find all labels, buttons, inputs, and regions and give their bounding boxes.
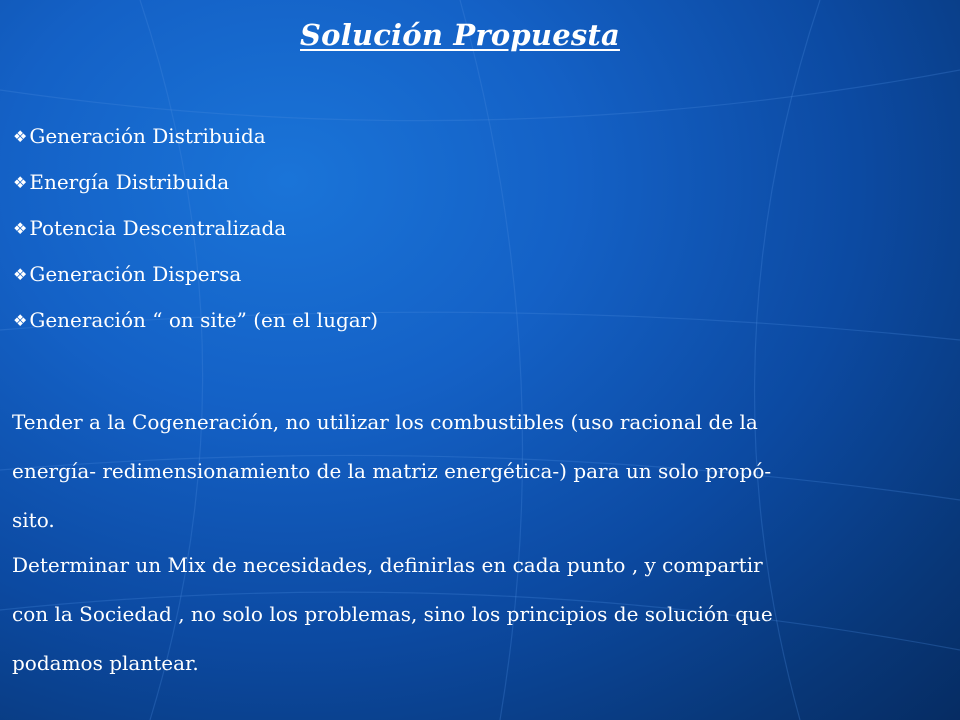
- bullet-text: Generación Dispersa: [29, 262, 242, 286]
- bullet-item: [13, 164, 378, 210]
- diamond-bullet-icon: ❖: [13, 127, 28, 146]
- diamond-bullet-icon: ❖: [13, 219, 28, 238]
- paragraph-line: Determinar un Mix de necesidades, definirlas en cada punto , y compartir: [12, 553, 763, 577]
- paragraph-line: sito.: [12, 508, 55, 532]
- diamond-bullet-icon: ❖: [13, 265, 28, 284]
- diamond-bullet-icon: ❖: [13, 173, 28, 192]
- slide-title: Solución Propuesta: [300, 18, 620, 52]
- bullet-text: Energía Distribuida: [29, 170, 230, 194]
- bullet-list: [13, 118, 378, 348]
- paragraph-line: energía- redimensionamiento de la matriz energética-) para un solo propó-: [12, 459, 772, 483]
- paragraph-line: podamos plantear.: [12, 651, 199, 675]
- bullet-item: [13, 256, 378, 302]
- paragraph-mix: [12, 541, 912, 688]
- bullet-text: Potencia Descentralizada: [29, 216, 287, 240]
- paragraph-line: Tender a la Cogeneración, no utilizar los combustibles (uso racional de la: [12, 410, 758, 434]
- bullet-item: [13, 302, 378, 348]
- bullet-text: Generación Distribuida: [29, 124, 266, 148]
- paragraph-line: con la Sociedad , no solo los problemas, sino los principios de solución que: [12, 602, 773, 626]
- bullet-item: [13, 118, 378, 164]
- bullet-text: Generación “ on site” (en el lugar): [29, 308, 379, 332]
- paragraph-cogeneration: [12, 398, 912, 545]
- bullet-item: [13, 210, 378, 256]
- diamond-bullet-icon: ❖: [13, 311, 28, 330]
